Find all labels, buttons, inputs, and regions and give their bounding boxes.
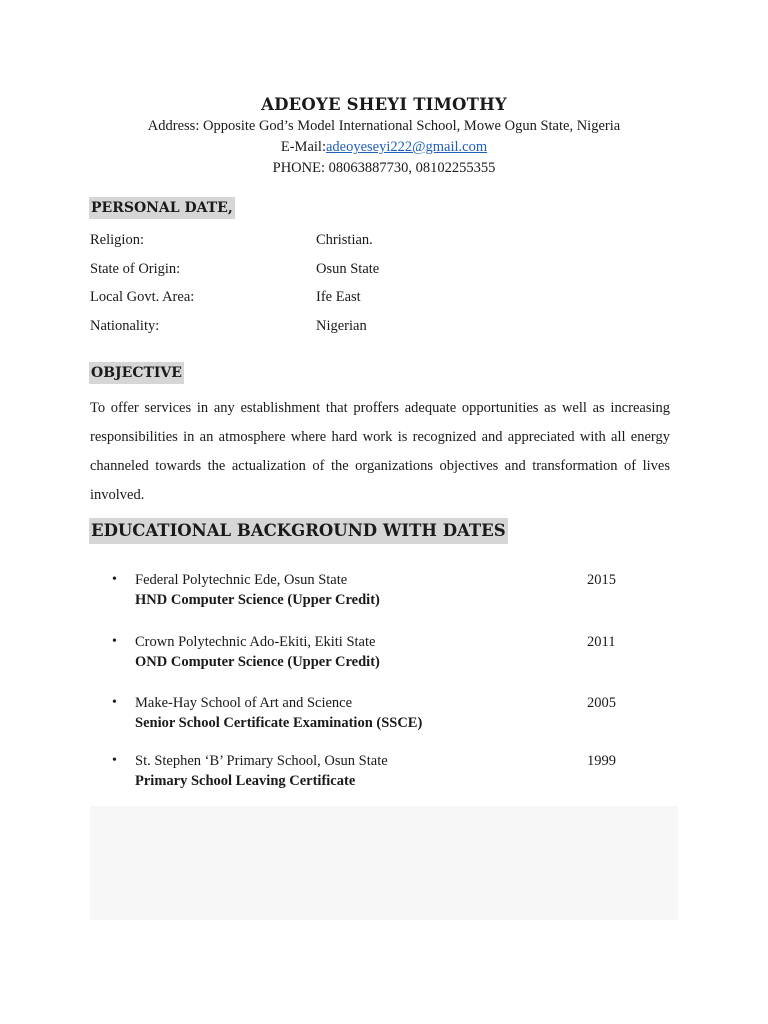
personal-row-lga [90, 286, 690, 308]
bullet-icon: • [112, 753, 117, 768]
blank-content-panel [90, 806, 678, 920]
objective-heading: OBJECTIVE [89, 362, 184, 384]
lga-value: Ife East [316, 289, 361, 305]
objective-text: To offer services in any establishment that proffers adequate opportunities as well as increasing responsibilities in an atmosphere where hard work is recognized and appreciated with all energy channeled towards the actualization of the organizations objectives and transformation of lives involved. [90, 400, 670, 503]
education-item [112, 751, 672, 793]
personal-row-religion [90, 229, 690, 251]
personal-row-nationality [90, 315, 690, 337]
state-of-origin-label: State of Origin: [90, 261, 181, 277]
school-name: St. Stephen ‘B’ Primary School, Osun State [135, 753, 388, 769]
education-item [112, 570, 672, 612]
address-line: Address: Opposite God’s Model International School, Mowe Ogun State, Nigeria [147, 118, 621, 134]
email-line [0, 137, 768, 158]
certificate-name: HND Computer Science (Upper Credit) [135, 592, 380, 608]
graduation-year: 1999 [587, 753, 616, 769]
religion-label: Religion: [90, 232, 144, 248]
email-label: E-Mail: [280, 139, 326, 155]
bullet-icon: • [112, 695, 117, 710]
certificate-name: Senior School Certificate Examination (SSCE) [135, 715, 423, 731]
lga-label: Local Govt. Area: [90, 289, 195, 305]
graduation-year: 2011 [587, 634, 616, 650]
email-link[interactable]: adeoyeseyi222@gmail.com [325, 139, 488, 155]
nationality-label: Nationality: [90, 318, 160, 334]
personal-data-heading: PERSONAL DATE, [89, 197, 235, 219]
candidate-name: ADEOYE SHEYI TIMOTHY [261, 95, 507, 114]
nationality-value: Nigerian [316, 318, 367, 334]
state-of-origin-value: Osun State [316, 261, 380, 277]
education-item [112, 693, 672, 735]
phone-line: PHONE: 08063887730, 08102255355 [272, 160, 496, 176]
education-item [112, 632, 672, 674]
school-name: Federal Polytechnic Ede, Osun State [135, 572, 348, 588]
graduation-year: 2005 [587, 695, 616, 711]
bullet-icon: • [112, 634, 117, 649]
certificate-name: OND Computer Science (Upper Credit) [135, 654, 380, 670]
bullet-icon: • [112, 572, 117, 587]
graduation-year: 2015 [587, 572, 616, 588]
personal-row-state-of-origin [90, 258, 690, 280]
education-heading: EDUCATIONAL BACKGROUND WITH DATES [89, 518, 508, 544]
resume-header [0, 94, 768, 179]
school-name: Make-Hay School of Art and Science [135, 695, 353, 711]
religion-value: Christian. [316, 232, 373, 248]
school-name: Crown Polytechnic Ado-Ekiti, Ekiti State [135, 634, 376, 650]
certificate-name: Primary School Leaving Certificate [135, 773, 356, 789]
